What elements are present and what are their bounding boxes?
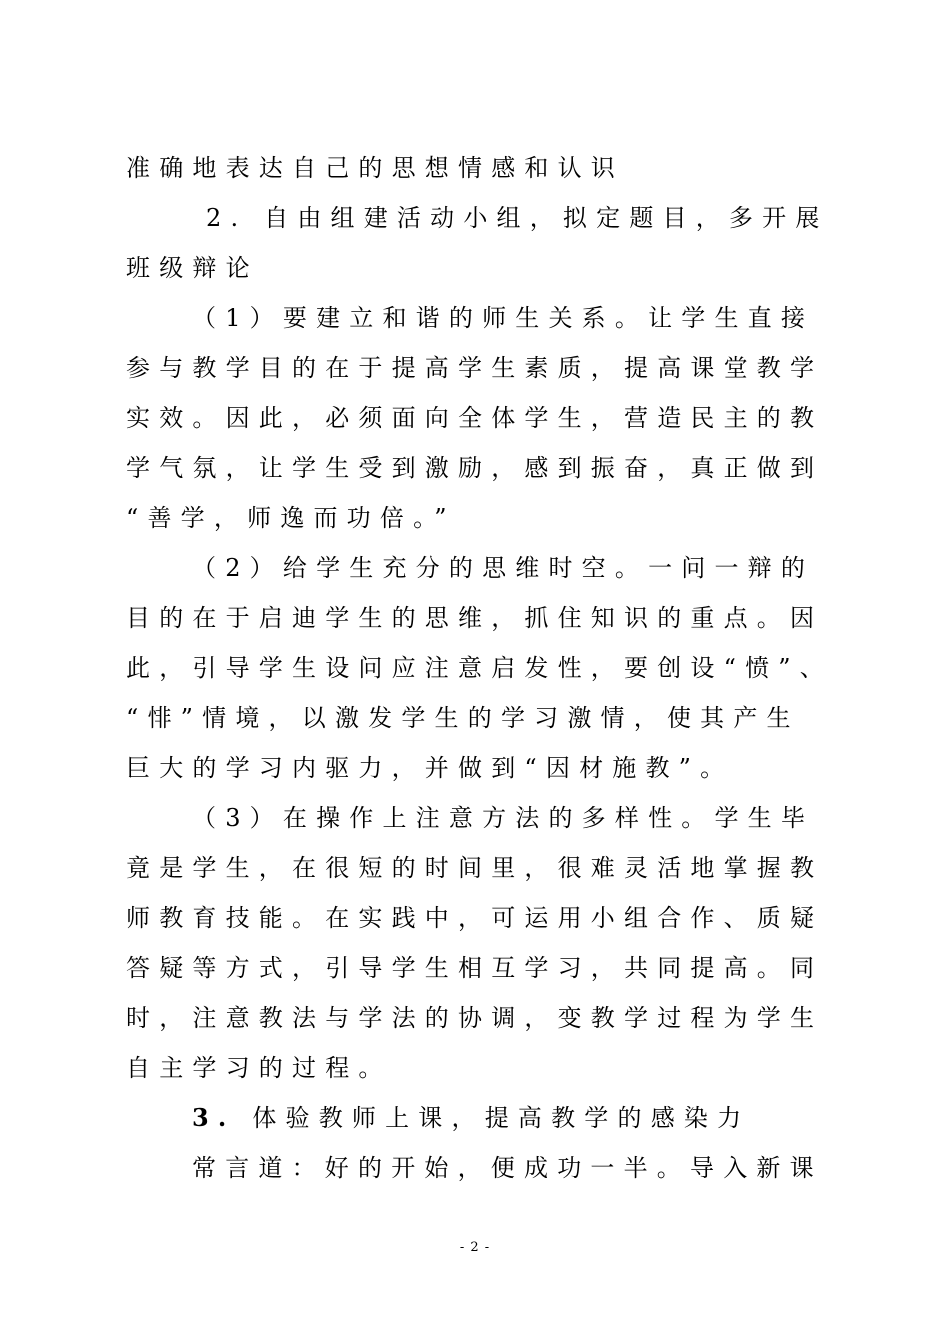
text-line: 班级辩论	[126, 254, 259, 282]
paragraph-4-start: 常言道：好的开始，便成功一半。导入新课	[192, 1154, 823, 1182]
section-heading-2: 2. 自由组建活动小组，拟定题目，多开展	[206, 204, 829, 232]
paragraph-1-start: （1）要建立和谐的师生关系。让学生直接	[192, 304, 815, 332]
text-line: 时，注意教法与学法的协调，变教学过程为学生	[126, 1004, 824, 1032]
text-line: 答疑等方式，引导学生相互学习，共同提高。同	[126, 954, 824, 982]
paragraph-3-start: （3）在操作上注意方法的多样性。学生毕	[192, 804, 815, 832]
text-line: 此，引导学生设问应注意启发性，要创设“愤”、	[126, 654, 833, 682]
text-line: 师教育技能。在实践中，可运用小组合作、质疑	[126, 904, 824, 932]
text-line: 实效。因此，必须面向全体学生，营造民主的教	[126, 404, 824, 432]
section-number: 3.	[192, 1103, 236, 1132]
page-number: - 2 -	[459, 1240, 491, 1255]
text-line: 准确地表达自己的思想情感和认识	[126, 154, 624, 182]
text-line: “悱”情境，以激发学生的学习激情，使其产生	[126, 704, 800, 732]
text-line: 巨大的学习内驱力，并做到“因材施教”。	[126, 754, 734, 782]
section-title: 体验教师上课，提高教学的感染力	[252, 1104, 751, 1132]
text-line: 参与教学目的在于提高学生素质，提高课堂教学	[126, 354, 824, 382]
section-heading-3	[192, 1093, 892, 1143]
paragraph-2-start: （2）给学生充分的思维时空。一问一辩的	[192, 554, 815, 582]
text-line: 自主学习的过程。	[126, 1054, 392, 1082]
text-line: 竟是学生，在很短的时间里，很难灵活地掌握教	[126, 854, 824, 882]
text-line: “善学，师逸而功倍。”	[126, 504, 456, 532]
text-line: 目的在于启迪学生的思维，抓住知识的重点。因	[126, 604, 824, 632]
text-line: 学气氛，让学生受到激励，感到振奋，真正做到	[126, 454, 824, 482]
